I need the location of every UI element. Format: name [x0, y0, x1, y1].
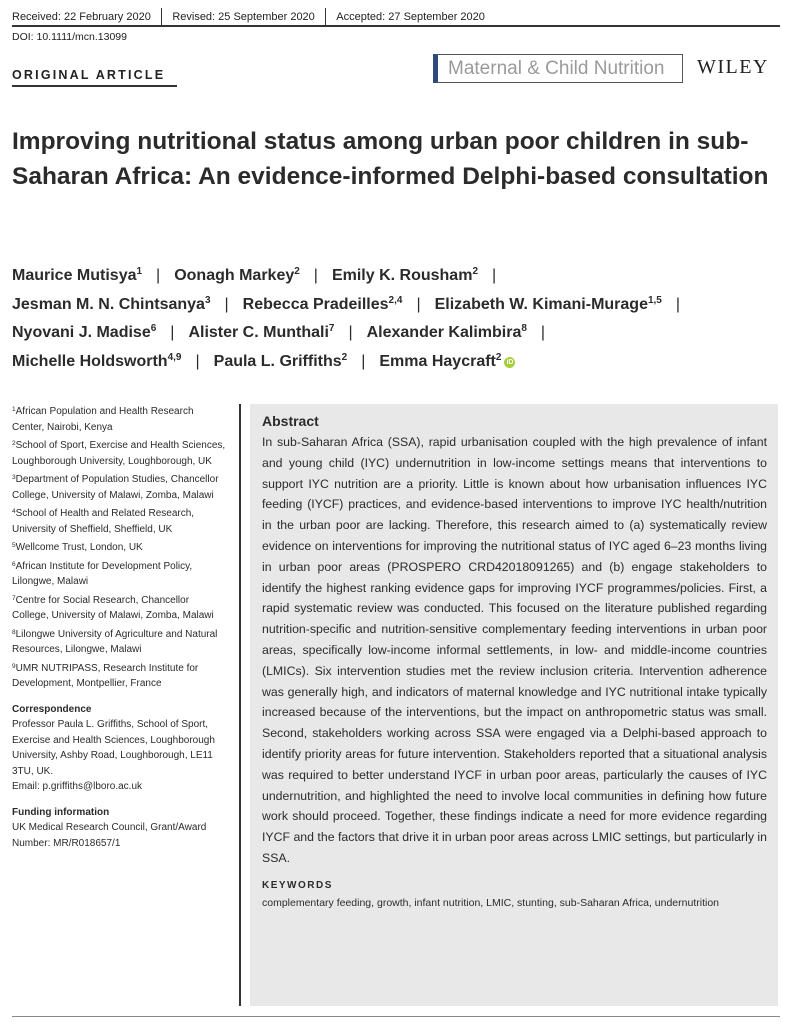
affiliation-number: 2 — [12, 440, 16, 447]
author-name[interactable]: Nyovani J. Madise — [12, 324, 151, 341]
section-label-underline — [12, 85, 177, 87]
author-affiliation-ref: 2 — [495, 351, 502, 363]
author-affiliation-ref: 3 — [204, 294, 211, 306]
affiliation — [12, 472, 227, 503]
author-affiliation-ref: 2 — [472, 266, 478, 277]
author-line — [12, 291, 782, 320]
author-affiliation-ref: 1 — [136, 266, 143, 277]
author-separator: | — [156, 267, 161, 284]
author-name[interactable]: Alister C. Munthali — [188, 324, 329, 341]
author-separator: | — [675, 295, 681, 313]
keywords-text: complementary feeding, growth, infant nutrition, LMIC, stunting, sub-Saharan Africa, undernutrition — [262, 896, 719, 909]
orcid-icon[interactable]: iD — [506, 358, 514, 366]
received-date: Received: 22 February 2020 — [12, 11, 151, 23]
affiliation — [12, 593, 227, 624]
affiliation-text: Lilongwe University of Agriculture and Natural Resources, Lilongwe, Malawi — [12, 628, 218, 655]
affiliation-text: African Population and Health Research Center, Nairobi, Kenya — [12, 406, 194, 433]
author-separator: | — [195, 352, 200, 370]
author-name[interactable]: Alexander Kalimbira — [366, 324, 522, 341]
author-separator: | — [224, 295, 229, 313]
affiliation-number: 4 — [12, 508, 16, 515]
affiliation — [12, 661, 227, 692]
affiliation — [12, 404, 227, 435]
author-name[interactable]: Oonagh Markey — [174, 267, 295, 284]
header-rule — [12, 25, 780, 27]
funding-heading: Funding information — [12, 806, 110, 818]
date-divider — [325, 8, 327, 26]
author-name[interactable]: Elizabeth W. Kimani-Murage — [434, 295, 648, 313]
revised-date: Revised: 25 September 2020 — [172, 11, 315, 23]
author-affiliation-ref: 1,5 — [647, 294, 662, 306]
author-name[interactable]: Rebecca Pradeilles — [242, 295, 389, 313]
affiliation-text: School of Health and Related Research, University of Sheffield, Sheffield, UK — [12, 508, 195, 535]
affiliation — [12, 559, 227, 590]
affiliation-text: School of Sport, Exercise and Health Sciences, Loughborough University, Loughborough, UK — [12, 440, 226, 467]
affiliation — [12, 438, 227, 469]
correspondence-email[interactable]: Email: p.griffiths@lboro.ac.uk — [12, 781, 143, 792]
affiliation-number: 6 — [12, 560, 16, 568]
author-separator: | — [540, 324, 546, 341]
column-divider — [239, 404, 241, 1006]
affiliation-text: UMR NUTRIPASS, Research Institute for Development, Montpellier, France — [12, 662, 199, 689]
author-line — [12, 262, 782, 291]
author-list — [12, 262, 782, 376]
author-line — [12, 319, 782, 348]
affiliation-number: 1 — [12, 406, 16, 413]
author-name[interactable]: Maurice Mutisya — [12, 267, 137, 284]
affiliation-text: Wellcome Trust, London, UK — [15, 542, 143, 553]
author-affiliation-ref: 7 — [328, 323, 335, 334]
affiliation-text: Department of Population Studies, Chancellor College, University of Malawi, Zomba, Malawi — [12, 474, 219, 501]
author-line — [12, 348, 782, 377]
author-name[interactable]: Paula L. Griffiths — [213, 352, 342, 370]
article-title: Improving nutritional status among urban poor children in sub-Saharan Africa: An evidence-informed Delphi-based consultation — [12, 128, 769, 190]
keywords-heading: KEYWORDS — [262, 879, 333, 891]
journal-name: Maternal & Child Nutrition — [448, 57, 665, 79]
funding-text: UK Medical Research Council, Grant/Award Number: MR/R018657/1 — [12, 822, 207, 849]
author-name[interactable]: Emma Haycraft — [379, 352, 496, 370]
author-affiliation-ref: 8 — [521, 323, 527, 334]
date-divider — [161, 8, 163, 26]
affiliation-number: 5 — [12, 542, 16, 549]
abstract-text: In sub-Saharan Africa (SSA), rapid urbanisation coupled with the high prevalence of infant and young child (IYC) undernutrition in low-income settings means that interventions to support IYC nutrition are a priority. Little is known about how urbanisation influences IYC feeding (IYCF) practices, and evidence-based interventions to improve IYC health/nutrition in the urban poor are lacking. Therefore, this research aimed to (a) systematically review evidence on interventions for improving the nutritional status of IYC aged 6–23 months living in urban poor areas (PROSPERO CRD42018091265) and (b) engage stakeholders to identify the highest ranking evidence gaps for improving IYCF programmes/policies. First, a rapid systematic review was conducted. This focused on the literature published regarding nutrition-specific and nutrition-sensitive complementary feeding interventions in urban poor areas, specifically low-income informal settlements, in low- and middle-income countries (LMICs). Six intervention studies met the review inclusion criteria. Intervention adherence was generally high, and indicators of maternal knowledge and IYC nutritional intake typically increased because of the interventions, but the impact on anthropometric status was small. Second, stakeholders working across SSA were engaged via a Delphi-based approach to identify priority areas for future intervention. Stakeholders reported that a situational analysis was required to better understand IYCF in urban poor areas, particularly the causes of IYC undernutrition, and highlighted the need to involve local communities in defining how future work should proceed. Together, these findings indicate a need for more evidence regarding IYCF and the factors that drive it in urban poor areas across LMIC settings, but particularly in SSA. — [262, 435, 767, 865]
affiliation-text: Centre for Social Research, Chancellor College, University of Malawi, Zomba, Malawi — [12, 594, 214, 621]
affiliation-number: 7 — [12, 594, 16, 602]
affiliation — [12, 540, 227, 556]
article-sidebar — [12, 404, 227, 851]
abstract-box — [250, 404, 778, 1006]
author-separator: | — [361, 352, 366, 370]
affiliation-text: African Institute for Development Policy, Lilongwe, Malawi — [12, 560, 193, 587]
article-dates — [12, 8, 780, 26]
author-name[interactable]: Michelle Holdsworth — [12, 352, 168, 370]
section-label: ORIGINAL ARTICLE — [12, 68, 166, 82]
author-affiliation-ref: 2,4 — [388, 294, 403, 306]
affiliation — [12, 506, 227, 537]
author-name[interactable]: Jesman M. N. Chintsanya — [12, 295, 205, 313]
author-separator: | — [416, 295, 421, 313]
affiliation-number: 8 — [12, 628, 16, 636]
author-affiliation-ref: 4,9 — [167, 351, 182, 363]
author-affiliation-ref: 6 — [150, 323, 157, 334]
publisher-logo: WILEY — [697, 56, 769, 78]
author-separator: | — [492, 267, 497, 284]
author-separator: | — [313, 267, 318, 284]
accepted-date: Accepted: 27 September 2020 — [336, 11, 485, 23]
author-separator: | — [348, 324, 353, 341]
affiliation — [12, 627, 227, 658]
doi[interactable]: DOI: 10.1111/mcn.13099 — [12, 31, 127, 43]
author-affiliation-ref: 2 — [341, 351, 348, 363]
affiliation-number: 9 — [12, 662, 16, 670]
footer-rule — [12, 1016, 780, 1017]
journal-logo — [433, 54, 683, 83]
author-separator: | — [170, 324, 175, 341]
affiliation-number: 3 — [12, 474, 16, 481]
author-name[interactable]: Emily K. Rousham — [331, 267, 473, 284]
correspondence-text: Professor Paula L. Griffiths, School of Sport, Exercise and Health Sciences, Loughborough University, Ashby Road, Loughborough, LE11 3TU, UK. — [12, 719, 215, 777]
abstract-heading: Abstract — [262, 413, 319, 429]
author-affiliation-ref: 2 — [294, 266, 300, 277]
correspondence-heading: Correspondence — [12, 703, 92, 715]
